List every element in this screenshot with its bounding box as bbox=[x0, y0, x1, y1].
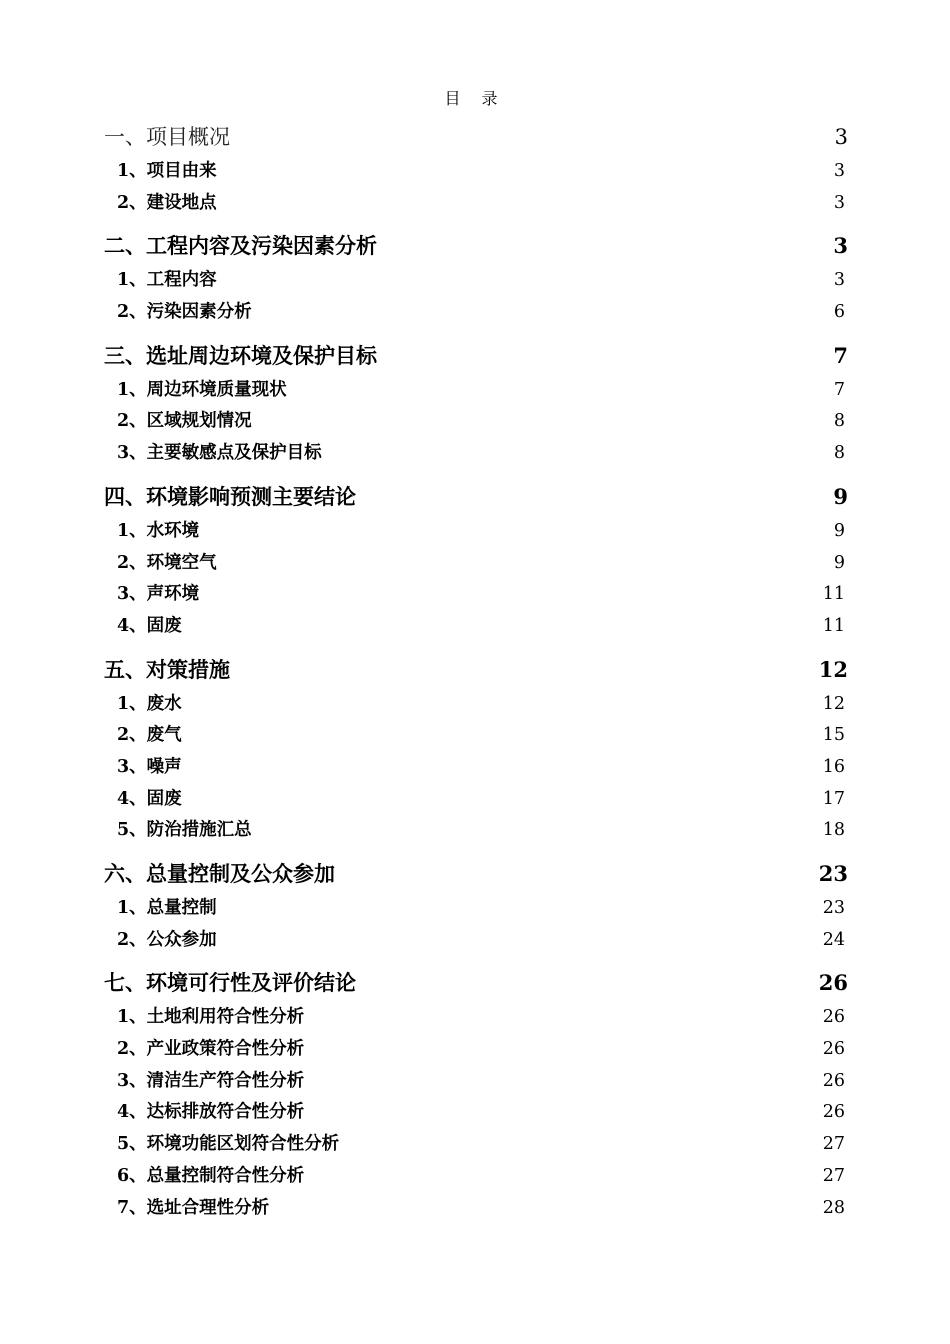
toc-entry-page-number: 18 bbox=[822, 820, 845, 841]
toc-entry[interactable] bbox=[104, 516, 848, 548]
toc-entry-label: 1、水环境 bbox=[117, 520, 200, 541]
toc-entry[interactable] bbox=[104, 156, 848, 188]
toc-entry-page-number: 3 bbox=[833, 161, 845, 181]
toc-entry[interactable] bbox=[104, 893, 848, 925]
toc-entry-label: 5、环境功能区划符合性分析 bbox=[117, 1134, 340, 1155]
toc-entry[interactable] bbox=[104, 1161, 848, 1193]
toc-section-page-number: 23 bbox=[818, 861, 848, 886]
toc-entry-label: 5、防治措施汇总 bbox=[117, 820, 252, 841]
toc-entry[interactable] bbox=[104, 188, 848, 220]
toc-entry-page-number: 15 bbox=[822, 725, 845, 746]
toc-entry[interactable] bbox=[104, 1097, 848, 1129]
toc-section-label: 五、对策措施 bbox=[104, 656, 230, 682]
toc-entry-label: 3、主要敏感点及保护目标 bbox=[117, 443, 322, 464]
toc-entry-page-number: 8 bbox=[833, 443, 845, 464]
toc-entry[interactable] bbox=[104, 548, 848, 580]
toc-entry[interactable] bbox=[104, 579, 848, 611]
toc-entry[interactable] bbox=[104, 1193, 848, 1225]
toc-entry-label: 1、项目由来 bbox=[117, 161, 217, 181]
toc-section-label: 二、工程内容及污染因素分析 bbox=[104, 233, 377, 259]
toc-entry[interactable] bbox=[104, 752, 848, 784]
toc-entry-page-number: 27 bbox=[822, 1134, 845, 1155]
toc-entry[interactable] bbox=[104, 406, 848, 438]
toc-section-heading[interactable] bbox=[104, 651, 848, 689]
toc-section-heading[interactable] bbox=[104, 118, 848, 156]
toc-entry-label: 4、达标排放符合性分析 bbox=[117, 1102, 305, 1123]
toc-entry-label: 4、固废 bbox=[117, 615, 182, 636]
toc-entry[interactable] bbox=[104, 375, 848, 407]
toc-entry-page-number: 3 bbox=[833, 270, 845, 291]
toc-section-page-number: 3 bbox=[833, 233, 848, 259]
toc-entry-page-number: 26 bbox=[822, 1039, 845, 1060]
toc-entry-label: 2、产业政策符合性分析 bbox=[117, 1039, 305, 1060]
toc-entry-label: 7、选址合理性分析 bbox=[117, 1197, 270, 1218]
toc-section-label: 七、环境可行性及评价结论 bbox=[104, 970, 356, 996]
toc-entry[interactable] bbox=[104, 815, 848, 847]
toc-section bbox=[104, 651, 848, 847]
toc-section-page-number: 3 bbox=[834, 125, 848, 149]
table-of-contents bbox=[104, 118, 848, 1224]
toc-entry-page-number: 7 bbox=[833, 379, 845, 400]
toc-entry-page-number: 17 bbox=[822, 788, 845, 809]
toc-entry-page-number: 11 bbox=[822, 615, 845, 636]
toc-entry[interactable] bbox=[104, 297, 848, 329]
toc-entry-label: 2、区域规划情况 bbox=[117, 411, 252, 432]
toc-entry-page-number: 26 bbox=[822, 1007, 845, 1028]
toc-entry[interactable] bbox=[104, 784, 848, 816]
toc-title: 目 录 bbox=[444, 89, 506, 108]
toc-entry-page-number: 27 bbox=[822, 1165, 845, 1186]
toc-entry-label: 1、工程内容 bbox=[117, 270, 217, 291]
toc-entry[interactable] bbox=[104, 720, 848, 752]
toc-entry-label: 1、周边环境质量现状 bbox=[117, 379, 287, 400]
toc-entry-page-number: 26 bbox=[822, 1102, 845, 1123]
toc-entry[interactable] bbox=[104, 925, 848, 957]
toc-section-label: 一、项目概况 bbox=[104, 125, 230, 149]
toc-section bbox=[104, 478, 848, 643]
toc-entry-label: 2、公众参加 bbox=[117, 929, 217, 950]
toc-entry-label: 4、固废 bbox=[117, 788, 182, 809]
toc-entry-label: 2、废气 bbox=[117, 725, 182, 746]
toc-entry-page-number: 28 bbox=[822, 1197, 845, 1218]
toc-entry-page-number: 24 bbox=[822, 929, 845, 950]
toc-section-heading[interactable] bbox=[104, 855, 848, 893]
toc-entry[interactable] bbox=[104, 438, 848, 470]
toc-entry-label: 3、清洁生产符合性分析 bbox=[117, 1070, 305, 1091]
toc-section-heading[interactable] bbox=[104, 964, 848, 1002]
toc-entry-label: 1、废水 bbox=[117, 693, 182, 714]
toc-entry-page-number: 26 bbox=[822, 1070, 845, 1091]
toc-section-page-number: 12 bbox=[818, 656, 848, 682]
toc-entry-label: 6、总量控制符合性分析 bbox=[117, 1165, 305, 1186]
toc-entry[interactable] bbox=[104, 1066, 848, 1098]
toc-section bbox=[104, 118, 848, 219]
toc-entry[interactable] bbox=[104, 265, 848, 297]
toc-entry-page-number: 6 bbox=[833, 302, 845, 323]
toc-entry-label: 1、总量控制 bbox=[117, 898, 217, 918]
toc-entry-page-number: 9 bbox=[833, 520, 845, 541]
toc-section-heading[interactable] bbox=[104, 478, 848, 516]
toc-entry-label: 1、土地利用符合性分析 bbox=[117, 1007, 305, 1028]
toc-entry[interactable] bbox=[104, 1129, 848, 1161]
toc-section-label: 六、总量控制及公众参加 bbox=[104, 861, 335, 886]
toc-section bbox=[104, 337, 848, 470]
toc-section-heading[interactable] bbox=[104, 227, 848, 265]
toc-entry-label: 3、噪声 bbox=[117, 756, 182, 777]
toc-entry-page-number: 3 bbox=[833, 192, 845, 213]
toc-entry-page-number: 9 bbox=[833, 552, 845, 573]
toc-entry-page-number: 11 bbox=[822, 584, 845, 605]
toc-section bbox=[104, 855, 848, 956]
toc-entry-page-number: 23 bbox=[822, 898, 845, 918]
toc-entry[interactable] bbox=[104, 611, 848, 643]
toc-section-label: 四、环境影响预测主要结论 bbox=[104, 483, 356, 509]
toc-section-page-number: 26 bbox=[818, 970, 848, 996]
toc-entry-label: 3、声环境 bbox=[117, 584, 200, 605]
toc-section bbox=[104, 964, 848, 1224]
toc-entry-label: 2、污染因素分析 bbox=[117, 302, 252, 323]
toc-section-label: 三、选址周边环境及保护目标 bbox=[104, 342, 377, 368]
toc-entry-page-number: 16 bbox=[822, 756, 845, 777]
toc-entry[interactable] bbox=[104, 1034, 848, 1066]
toc-section-page-number: 9 bbox=[833, 483, 848, 509]
toc-entry-page-number: 12 bbox=[822, 693, 845, 714]
toc-section-heading[interactable] bbox=[104, 337, 848, 375]
toc-section-page-number: 7 bbox=[833, 342, 848, 368]
toc-section bbox=[104, 227, 848, 328]
toc-entry-page-number: 8 bbox=[833, 411, 845, 432]
toc-entry-label: 2、环境空气 bbox=[117, 552, 217, 573]
toc-entry[interactable] bbox=[104, 1002, 848, 1034]
toc-entry-label: 2、建设地点 bbox=[117, 192, 217, 213]
toc-entry[interactable] bbox=[104, 689, 848, 721]
